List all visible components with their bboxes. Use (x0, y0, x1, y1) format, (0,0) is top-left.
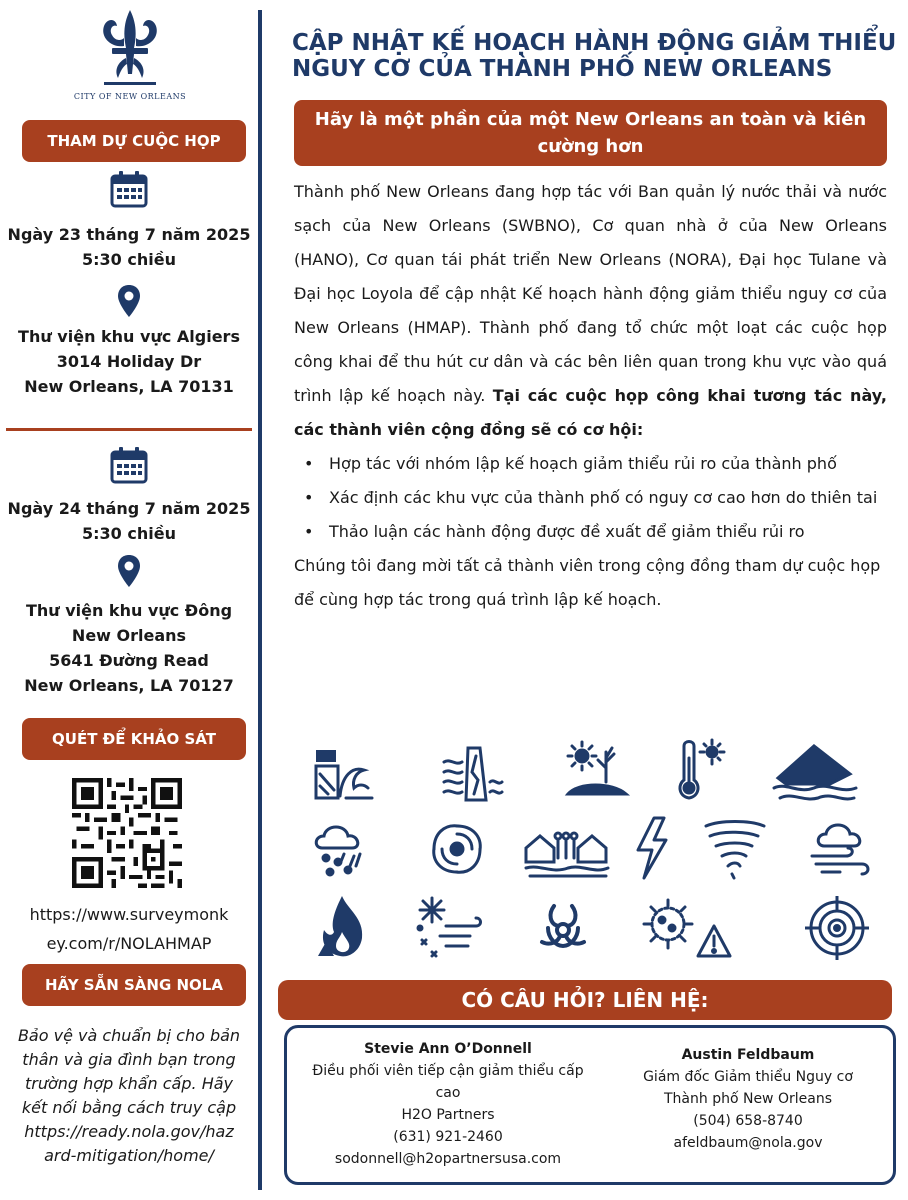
attend-meeting-label: THAM DỰ CUỘC HỌP (22, 120, 246, 162)
intro-bold-text: Tại các cuộc họp công khai tương tác này, các thành viên cộng đồng sẽ có cơ hội: (294, 386, 888, 439)
drought-icon (562, 736, 632, 806)
levee-failure-icon (438, 736, 508, 806)
contact-heading: CÓ CÂU HỎI? LIÊN HỆ: (278, 980, 892, 1020)
meeting-1-location-line: Thư viện khu vực Algiers (18, 327, 240, 346)
contact-org: H2O Partners (401, 1107, 495, 1123)
intro-paragraph (294, 175, 887, 447)
meeting-2-location-line: 5641 Đường Read (49, 651, 209, 670)
ready-text-line: Bảo vệ và chuẩn bị cho bản (17, 1026, 241, 1045)
contact-phone[interactable]: (504) 658-8740 (693, 1113, 803, 1129)
sidebar-divider (6, 428, 252, 431)
vertical-divider (258, 10, 262, 1190)
meeting-1-time: 5:30 chiều (82, 250, 176, 269)
survey-url-line: ey.com/r/NOLAHMAP (46, 934, 212, 953)
contact-role: Giám đốc Giảm thiểu Nguy cơ (643, 1069, 853, 1085)
coastal-erosion-icon (308, 736, 378, 806)
location-pin-icon-wrap (0, 554, 258, 588)
contact-box (284, 1025, 896, 1185)
biohazard-icon (528, 892, 598, 962)
location-pin-icon (117, 284, 141, 318)
meeting-1-date: Ngày 23 tháng 7 năm 2025 (7, 225, 251, 244)
meeting-2-datetime (0, 496, 258, 546)
survey-url-line: https://www.surveymonk (29, 905, 229, 924)
contact-email[interactable]: sodonnell@h2opartnersusa.com (334, 1151, 562, 1167)
title-line: CẬP NHẬT KẾ HOẠCH HÀNH ĐỘNG GIẢM THIỂU (292, 30, 897, 56)
meeting-2-location-line: New Orleans, LA 70127 (24, 676, 234, 695)
contact-email[interactable]: afeldbaum@nola.gov (673, 1135, 823, 1151)
tornado-icon (700, 814, 770, 884)
ready-text-line: thân và gia đình bạn trong (22, 1050, 236, 1069)
contact-name: Austin Feldbaum (681, 1047, 815, 1063)
tagline-banner: Hãy là một phần của một New Orleans an toàn và kiên cường hơn (294, 100, 887, 166)
contact-role: Thành phố New Orleans (664, 1091, 832, 1107)
sidebar (0, 0, 258, 1200)
logo-caption: CITY OF NEW ORLEANS (73, 92, 187, 101)
contact-role: cao (435, 1085, 461, 1101)
calendar-icon (110, 446, 148, 484)
page-title (292, 30, 902, 82)
city-logo (70, 8, 190, 108)
opportunities-list (294, 447, 887, 549)
calendar-icon (110, 170, 148, 208)
ready-nola-label: HÃY SẴN SÀNG NOLA (22, 964, 246, 1006)
flood-icon (770, 736, 860, 806)
meeting-1-location (0, 324, 258, 399)
survey-url[interactable] (0, 900, 258, 958)
meeting-1-location-line: 3014 Holiday Dr (56, 352, 202, 371)
survey-qr-code[interactable] (72, 778, 182, 888)
wind-icon (806, 814, 876, 884)
lightning-icon (626, 814, 696, 884)
ready-url-line[interactable]: ard-mitigation/home/ (44, 1146, 214, 1165)
pandemic-icon (636, 892, 736, 962)
title-line: NGUY CƠ CỦA THÀNH PHỐ NEW ORLEANS (292, 56, 833, 82)
wildfire-icon (308, 892, 378, 962)
meeting-2-time: 5:30 chiều (82, 524, 176, 543)
meeting-2-location (0, 598, 258, 698)
ready-nola-text (4, 1024, 254, 1168)
ready-url-line[interactable]: https://ready.nola.gov/haz (24, 1122, 234, 1141)
calendar-icon-wrap (0, 446, 258, 484)
location-pin-icon (117, 554, 141, 588)
list-item: • Hợp tác với nhóm lập kế hoạch giảm thiểu rủi ro của thành phố (294, 447, 887, 481)
meeting-2-location-line: New Orleans (71, 626, 187, 645)
extreme-heat-icon (670, 736, 740, 806)
meeting-2-date: Ngày 24 tháng 7 năm 2025 (7, 499, 251, 518)
hurricane-icon (422, 814, 492, 884)
scan-survey-label: QUÉT ĐỂ KHẢO SÁT (22, 718, 246, 760)
target-icon (802, 892, 872, 962)
meeting-1-location-line: New Orleans, LA 70131 (24, 377, 234, 396)
contact-role: Điều phối viên tiếp cận giảm thiểu cấp (312, 1063, 584, 1079)
ready-text-line: trường hợp khẩn cấp. Hãy (24, 1074, 233, 1093)
contact-phone[interactable]: (631) 921-2460 (393, 1129, 503, 1145)
body-text (294, 175, 887, 617)
hazard-icon-grid (300, 732, 880, 962)
closing-paragraph: Chúng tôi đang mời tất cả thành viên trong cộng đồng tham dự cuộc họp để cùng hợp tác trong quá trình lập kế hoạch. (294, 556, 881, 609)
location-pin-icon-wrap (0, 284, 258, 318)
subsidence-icon (522, 814, 612, 884)
contact-card-odonnell (293, 1038, 603, 1170)
contact-name: Stevie Ann O’Donnell (364, 1041, 532, 1057)
calendar-icon-wrap (0, 170, 258, 208)
contact-card-feldbaum (607, 1044, 889, 1154)
list-item: • Thảo luận các hành động được đề xuất để giảm thiểu rủi ro (294, 515, 887, 549)
meeting-2-location-line: Thư viện khu vực Đông (25, 601, 233, 620)
winter-storm-icon (412, 892, 482, 962)
ready-text-line: kết nối bằng cách truy cập (21, 1098, 237, 1117)
fleur-de-lis-icon (90, 8, 170, 90)
intro-text: Thành phố New Orleans đang hợp tác với Ban quản lý nước thải và nước sạch của New Orleans (SWBNO), Cơ quan nhà ở của New Orleans (HANO), Cơ quan tái phát triển New Orleans (NORA), Đại học Tulane và Đại học Loyola để cập nhật Kế hoạch hành động giảm thiểu nguy cơ của New Orleans (HMAP). Thành phố đang tổ chức một loạt các cuộc họp công khai để thu hút cư dân và các bên liên quan trong khu vực vào quá trình lập kế hoạch này. (294, 182, 887, 405)
meeting-1-datetime (0, 222, 258, 272)
list-item: • Xác định các khu vực của thành phố có nguy cơ cao hơn do thiên tai (294, 481, 887, 515)
hail-icon (308, 814, 378, 884)
